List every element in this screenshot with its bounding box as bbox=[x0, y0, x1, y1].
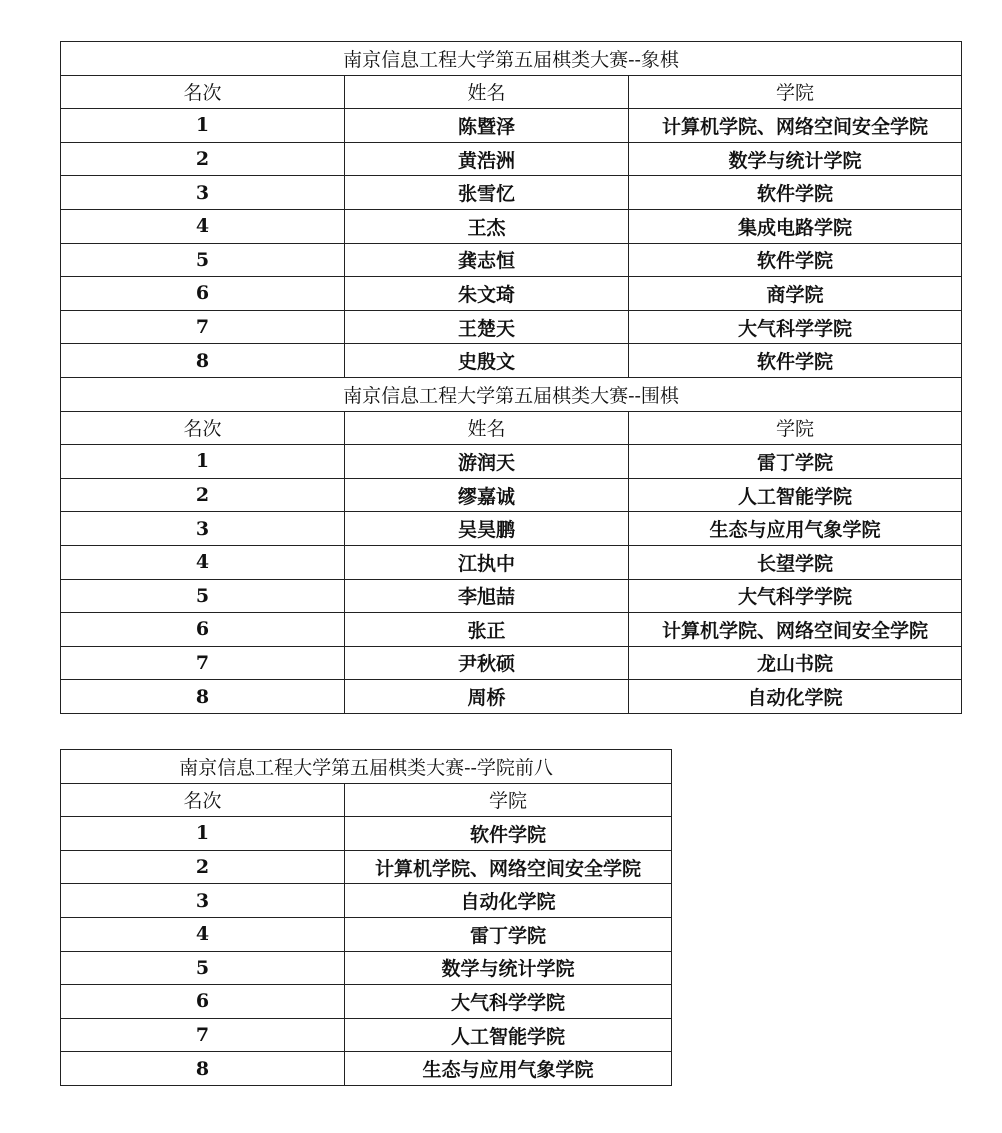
rank-cell: 3 bbox=[61, 176, 345, 210]
weiqi-title: 南京信息工程大学第五届棋类大赛--围棋 bbox=[61, 377, 962, 411]
table-row bbox=[61, 917, 672, 951]
college-cell: 人工智能学院 bbox=[345, 1018, 672, 1052]
rank-cell: 8 bbox=[61, 680, 345, 714]
college-cell: 大气科学学院 bbox=[629, 310, 962, 344]
name-cell: 王楚天 bbox=[345, 310, 629, 344]
table-row bbox=[61, 310, 962, 344]
table-row bbox=[61, 850, 672, 884]
college-cell: 大气科学学院 bbox=[629, 579, 962, 613]
column-header: 姓名 bbox=[345, 75, 629, 109]
name-cell: 史殷文 bbox=[345, 344, 629, 378]
rank-cell: 6 bbox=[61, 985, 345, 1019]
college-top8-title-row bbox=[61, 750, 672, 784]
rank-cell: 4 bbox=[61, 209, 345, 243]
weiqi-header-row bbox=[61, 411, 962, 445]
table-row bbox=[61, 985, 672, 1019]
weiqi-title-row bbox=[61, 377, 962, 411]
name-cell: 张正 bbox=[345, 613, 629, 647]
table-row bbox=[61, 951, 672, 985]
rank-cell: 3 bbox=[61, 884, 345, 918]
rank-cell: 3 bbox=[61, 512, 345, 546]
name-cell: 江执中 bbox=[345, 545, 629, 579]
name-cell: 陈暨泽 bbox=[345, 109, 629, 143]
rank-cell: 7 bbox=[61, 1018, 345, 1052]
college-ranking-table bbox=[60, 749, 672, 1086]
table-row bbox=[61, 579, 962, 613]
table-row bbox=[61, 680, 962, 714]
college-cell: 计算机学院、网络空间安全学院 bbox=[345, 850, 672, 884]
name-cell: 李旭喆 bbox=[345, 579, 629, 613]
table-row bbox=[61, 277, 962, 311]
college-cell: 软件学院 bbox=[629, 176, 962, 210]
rank-cell: 2 bbox=[61, 478, 345, 512]
rank-cell: 1 bbox=[61, 817, 345, 851]
college-top8-title: 南京信息工程大学第五届棋类大赛--学院前八 bbox=[61, 750, 672, 784]
college-cell: 软件学院 bbox=[629, 344, 962, 378]
name-cell: 游润天 bbox=[345, 445, 629, 479]
college-cell: 计算机学院、网络空间安全学院 bbox=[629, 613, 962, 647]
rank-cell: 8 bbox=[61, 344, 345, 378]
column-header: 名次 bbox=[61, 75, 345, 109]
name-cell: 朱文琦 bbox=[345, 277, 629, 311]
college-cell: 软件学院 bbox=[629, 243, 962, 277]
college-cell: 龙山书院 bbox=[629, 646, 962, 680]
table-row bbox=[61, 646, 962, 680]
table-row bbox=[61, 209, 962, 243]
table-row bbox=[61, 1018, 672, 1052]
column-header: 名次 bbox=[61, 411, 345, 445]
rank-cell: 4 bbox=[61, 917, 345, 951]
college-cell: 长望学院 bbox=[629, 545, 962, 579]
name-cell: 周桥 bbox=[345, 680, 629, 714]
name-cell: 尹秋硕 bbox=[345, 646, 629, 680]
college-cell: 计算机学院、网络空间安全学院 bbox=[629, 109, 962, 143]
table-row bbox=[61, 884, 672, 918]
rank-cell: 4 bbox=[61, 545, 345, 579]
college-cell: 自动化学院 bbox=[629, 680, 962, 714]
table-row bbox=[61, 1052, 672, 1086]
column-header: 学院 bbox=[629, 411, 962, 445]
college-cell: 软件学院 bbox=[345, 817, 672, 851]
name-cell: 张雪忆 bbox=[345, 176, 629, 210]
xiangqi-title-row bbox=[61, 42, 962, 76]
table-row bbox=[61, 512, 962, 546]
xiangqi-title: 南京信息工程大学第五届棋类大赛--象棋 bbox=[61, 42, 962, 76]
xiangqi-header-row bbox=[61, 75, 962, 109]
table-row bbox=[61, 344, 962, 378]
rank-cell: 5 bbox=[61, 579, 345, 613]
column-header: 学院 bbox=[345, 783, 672, 817]
college-cell: 雷丁学院 bbox=[629, 445, 962, 479]
rank-cell: 1 bbox=[61, 445, 345, 479]
rank-cell: 6 bbox=[61, 613, 345, 647]
college-cell: 生态与应用气象学院 bbox=[629, 512, 962, 546]
table-row bbox=[61, 545, 962, 579]
name-cell: 黄浩洲 bbox=[345, 142, 629, 176]
table-row bbox=[61, 243, 962, 277]
rank-cell: 5 bbox=[61, 243, 345, 277]
table-row bbox=[61, 478, 962, 512]
college-cell: 人工智能学院 bbox=[629, 478, 962, 512]
table-row bbox=[61, 176, 962, 210]
rank-cell: 2 bbox=[61, 142, 345, 176]
rank-cell: 2 bbox=[61, 850, 345, 884]
college-cell: 集成电路学院 bbox=[629, 209, 962, 243]
college-cell: 数学与统计学院 bbox=[629, 142, 962, 176]
college-top8-header-row bbox=[61, 783, 672, 817]
name-cell: 吴昊鹏 bbox=[345, 512, 629, 546]
college-cell: 商学院 bbox=[629, 277, 962, 311]
column-header: 学院 bbox=[629, 75, 962, 109]
rank-cell: 1 bbox=[61, 109, 345, 143]
table-row bbox=[61, 613, 962, 647]
college-cell: 雷丁学院 bbox=[345, 917, 672, 951]
rank-cell: 5 bbox=[61, 951, 345, 985]
rank-cell: 6 bbox=[61, 277, 345, 311]
table-row bbox=[61, 817, 672, 851]
college-cell: 生态与应用气象学院 bbox=[345, 1052, 672, 1086]
rank-cell: 8 bbox=[61, 1052, 345, 1086]
name-cell: 缪嘉诚 bbox=[345, 478, 629, 512]
college-cell: 大气科学学院 bbox=[345, 985, 672, 1019]
results-table-main bbox=[60, 41, 962, 714]
name-cell: 龚志恒 bbox=[345, 243, 629, 277]
college-cell: 自动化学院 bbox=[345, 884, 672, 918]
column-header: 名次 bbox=[61, 783, 345, 817]
table-row bbox=[61, 109, 962, 143]
rank-cell: 7 bbox=[61, 310, 345, 344]
name-cell: 王杰 bbox=[345, 209, 629, 243]
rank-cell: 7 bbox=[61, 646, 345, 680]
table-row bbox=[61, 142, 962, 176]
table-row bbox=[61, 445, 962, 479]
column-header: 姓名 bbox=[345, 411, 629, 445]
college-cell: 数学与统计学院 bbox=[345, 951, 672, 985]
